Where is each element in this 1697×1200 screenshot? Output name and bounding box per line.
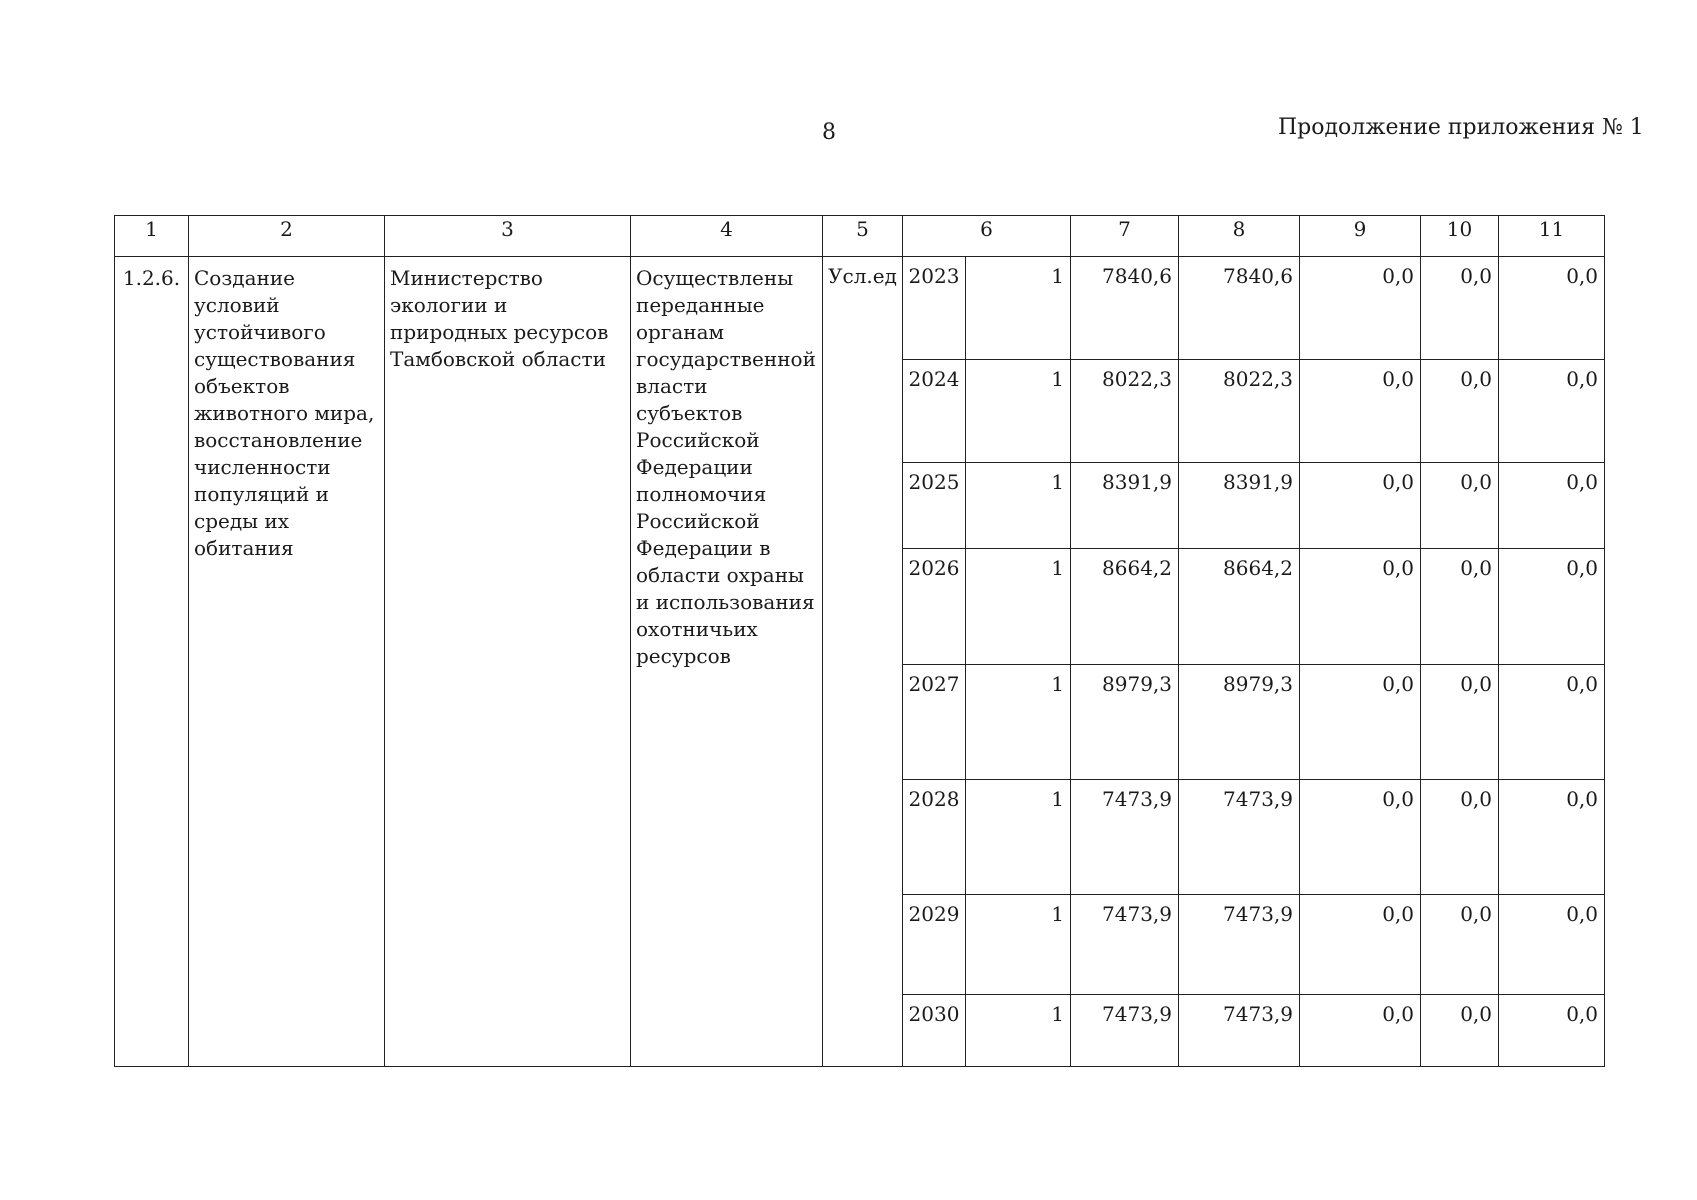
col8-cell: 7840,6 xyxy=(1179,257,1300,360)
col9-cell: 0,0 xyxy=(1300,360,1421,463)
col10-cell: 0,0 xyxy=(1421,257,1499,360)
col10-cell: 0,0 xyxy=(1421,995,1499,1067)
col8-cell: 8979,3 xyxy=(1179,665,1300,780)
header-cell-11: 11 xyxy=(1499,216,1605,257)
page-number: 8 xyxy=(822,120,836,145)
year-cell: 2028 xyxy=(903,780,966,895)
header-cell-7: 7 xyxy=(1071,216,1179,257)
measure-name-cell: Создание условий устойчивого существования объектов животного мира, восстановление численности популяций и среды их обитания xyxy=(189,257,385,1067)
header-cell-5: 5 xyxy=(823,216,903,257)
col9-cell: 0,0 xyxy=(1300,549,1421,665)
year-cell: 2024 xyxy=(903,360,966,463)
col9-cell: 0,0 xyxy=(1300,257,1421,360)
col8-cell: 7473,9 xyxy=(1179,895,1300,995)
year-cell: 2030 xyxy=(903,995,966,1067)
col8-cell: 8022,3 xyxy=(1179,360,1300,463)
executor-cell: Министерство экологии и природных ресурсов Тамбовской области xyxy=(385,257,631,1067)
table-row xyxy=(115,257,1605,360)
header-cell-8: 8 xyxy=(1179,216,1300,257)
table-header-row xyxy=(115,216,1605,257)
col9-cell: 0,0 xyxy=(1300,463,1421,549)
col11-cell: 0,0 xyxy=(1499,895,1605,995)
col7-cell: 8979,3 xyxy=(1071,665,1179,780)
col7-cell: 7473,9 xyxy=(1071,995,1179,1067)
col11-cell: 0,0 xyxy=(1499,995,1605,1067)
indicator-value-cell: 1 xyxy=(966,549,1071,665)
col7-cell: 7473,9 xyxy=(1071,895,1179,995)
col9-cell: 0,0 xyxy=(1300,895,1421,995)
col7-cell: 8664,2 xyxy=(1071,549,1179,665)
col11-cell: 0,0 xyxy=(1499,665,1605,780)
header-cell-4: 4 xyxy=(631,216,823,257)
col7-cell: 7840,6 xyxy=(1071,257,1179,360)
col7-cell: 8022,3 xyxy=(1071,360,1179,463)
measure-code-cell: 1.2.6. xyxy=(115,257,189,1067)
col11-cell: 0,0 xyxy=(1499,463,1605,549)
col8-cell: 8391,9 xyxy=(1179,463,1300,549)
col10-cell: 0,0 xyxy=(1421,665,1499,780)
header-cell-1: 1 xyxy=(115,216,189,257)
indicator-value-cell: 1 xyxy=(966,995,1071,1067)
col11-cell: 0,0 xyxy=(1499,360,1605,463)
header-cell-9: 9 xyxy=(1300,216,1421,257)
year-cell: 2026 xyxy=(903,549,966,665)
col7-cell: 8391,9 xyxy=(1071,463,1179,549)
year-cell: 2027 xyxy=(903,665,966,780)
year-cell: 2023 xyxy=(903,257,966,360)
year-cell: 2025 xyxy=(903,463,966,549)
header-cell-3: 3 xyxy=(385,216,631,257)
col10-cell: 0,0 xyxy=(1421,780,1499,895)
header-cell-2: 2 xyxy=(189,216,385,257)
indicator-value-cell: 1 xyxy=(966,895,1071,995)
indicator-value-cell: 1 xyxy=(966,665,1071,780)
col9-cell: 0,0 xyxy=(1300,665,1421,780)
col8-cell: 7473,9 xyxy=(1179,995,1300,1067)
col11-cell: 0,0 xyxy=(1499,257,1605,360)
col10-cell: 0,0 xyxy=(1421,549,1499,665)
indicator-value-cell: 1 xyxy=(966,257,1071,360)
indicator-value-cell: 1 xyxy=(966,780,1071,895)
col8-cell: 8664,2 xyxy=(1179,549,1300,665)
indicator-cell: Осуществлены переданные органам государственной власти субъектов Российской Федерации полномочия Российской Федерации в области охраны и использования охотничьих ресурсов xyxy=(631,257,823,1067)
appendix-caption: Продолжение приложения № 1 xyxy=(1278,115,1644,140)
col10-cell: 0,0 xyxy=(1421,463,1499,549)
col11-cell: 0,0 xyxy=(1499,549,1605,665)
year-cell: 2029 xyxy=(903,895,966,995)
col9-cell: 0,0 xyxy=(1300,780,1421,895)
indicator-value-cell: 1 xyxy=(966,463,1071,549)
program-table xyxy=(114,215,1605,1067)
header-cell-6: 6 xyxy=(903,216,1071,257)
col10-cell: 0,0 xyxy=(1421,360,1499,463)
col7-cell: 7473,9 xyxy=(1071,780,1179,895)
header-cell-10: 10 xyxy=(1421,216,1499,257)
unit-cell: Усл.ед xyxy=(823,257,903,1067)
col11-cell: 0,0 xyxy=(1499,780,1605,895)
col10-cell: 0,0 xyxy=(1421,895,1499,995)
col9-cell: 0,0 xyxy=(1300,995,1421,1067)
col8-cell: 7473,9 xyxy=(1179,780,1300,895)
indicator-value-cell: 1 xyxy=(966,360,1071,463)
